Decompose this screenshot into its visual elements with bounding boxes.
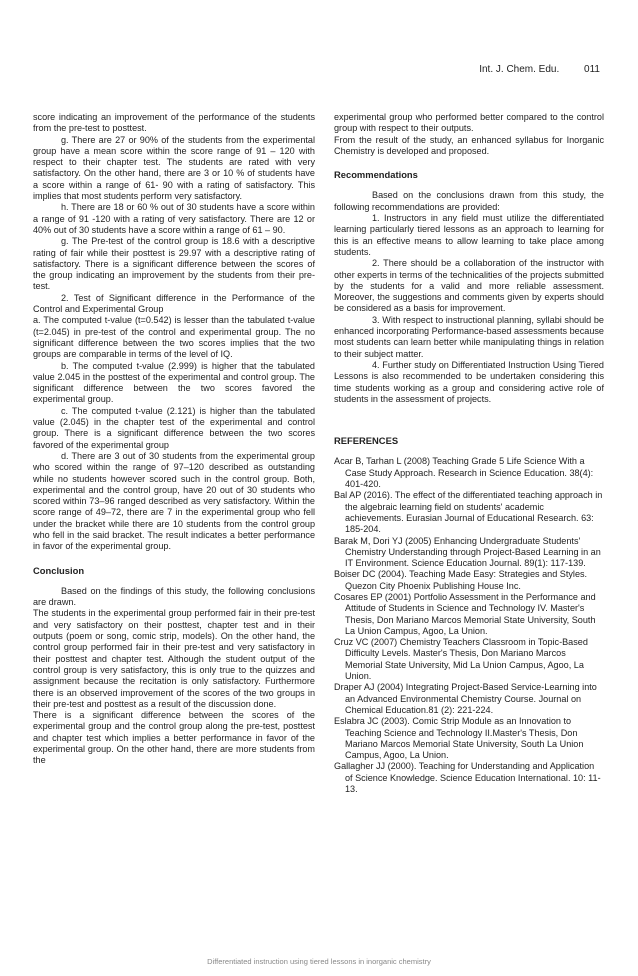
left-column (33, 112, 315, 767)
recommendation-item: 2. There should be a collaboration of the instructor with other experts in terms of the technicalities of the projects submitted by the students for a valid and more reliable assessment. Moreover, the suggestions and comments given by experts should be considered as a basis for improvement. (334, 258, 604, 314)
reference-item: Cruz VC (2007) Chemistry Teachers Classroom in Topic-Based Difficulty Levels. Master's Thesis, Don Mariano Marcos Memorial State University, Mid La Union Campus, Agoo, La Union. (334, 637, 588, 682)
reference-item: Acar B, Tarhan L (2008) Teaching Grade 5 Life Science With a Case Study Approach. Research in Science Education. 38(4): 401-420. (334, 456, 594, 490)
paragraph: b. The computed t-value (2.999) is higher that the tabulated value 2.045 in the posttest of the experimental and control group. The significant difference between the two scores favored the experimental group. (33, 360, 315, 405)
reference-item: Eslabra JC (2003). Comic Strip Module as an Innovation to Teaching Science and Technology II.Master's Thesis, Don Mariano Marcos Memorial State University, South La Union Campus, Agoo, La Union. (334, 716, 584, 761)
running-header (0, 64, 600, 75)
references-heading: REFERENCES (334, 435, 399, 447)
paragraph: experimental group who performed better compared to the control group with respect to their outputs. (334, 112, 604, 134)
paragraph: g. There are 27 or 90% of the students from the experimental group have a mean score within the score range of 91 – 120 with respect to their chapter test. The students are rated with very satisfactory. On the other hand, there are 3 or 10 % of students have a score within a range of 61- 90 with a rating of satisfactory. This implies that most students perform very satisfactory. (33, 134, 315, 202)
paragraph: d. There are 3 out of 30 students from the experimental group who scored within the range of 97–120 described as outstanding while no students however scored such in the control group. Both, experimental and the control group, have 20 out of 30 students who scored within 73–96 ranged described as very satisfactory. Within the score range of 49–72, there are 7 in the experimental group who fell under the bracket while there are 10 students from the control group who fell in the said bracket. The result indicates a better performance in favor of the experimental group. (33, 450, 315, 552)
reference-item: Gallagher JJ (2000). Teaching for Understanding and Application of Science Knowledge. Science Education International. 10: 11-13. (334, 761, 601, 795)
paragraph: g. The Pre-test of the control group is 18.6 with a descriptive rating of fair while their posttest is 29.97 with a descriptive rating of satisfactory. There is a significant difference between the scores of the group indicating an improvement by the students from their pre-test. (33, 236, 315, 292)
journal-name: Int. J. Chem. Edu. (479, 64, 560, 75)
running-footer: Differentiated instruction using tiered lessons in inorganic chemistry (207, 957, 431, 966)
page-number: 011 (584, 64, 600, 75)
paragraph: 2. Test of Significant difference in the Performance of the Control and Experimental Group (33, 292, 315, 315)
recommendation-item: 4. Further study on Differentiated Instruction Using Tiered Lessons is also recommended to be undertaken considering this time students working as a group and considering active role of students in the assessment of projects. (334, 359, 604, 404)
recommendation-item: 1. Instructors in any field must utilize the differentiated learning particularly tiered lessons as an approach to learning for this is an effective means to allow learning to take place among students. (334, 213, 604, 257)
paragraph: a. The computed t-value (t=0.542) is lesser than the tabulated t-value (t=2.045) in pre-test of the control and experimental group. The no significant difference between the two scores implies that the two groups are comparable in terms of the level of IQ. (33, 315, 315, 360)
reference-item: Bal AP (2016). The effect of the differentiated teaching approach in the algebraic learning field on students' academic achievements. Eurasian Journal of Educational Research. 63: 185-204. (334, 490, 603, 535)
paragraph: Based on the findings of this study, the following conclusions are drawn. (33, 585, 315, 608)
paragraph: h. There are 18 or 60 % out of 30 students have a score within a range of 91 -120 with a rating of very satisfactory. There are 12 or 40% out of 30 students have a score within a range of 61 – 90. (33, 202, 315, 235)
reference-item: Cosares EP (2001) Portfolio Assessment in the Performance and Attitude of Students in Science and Technology IV. Master's Thesis, Don Mariano Marcos Memorial State University, South La Union Campus, Agoo, La Union. (334, 591, 596, 636)
reference-item: Boiser DC (2004). Teaching Made Easy: Strategies and Styles. Quezon City Phoenix Publishing House Inc. (334, 569, 588, 591)
reference-item: Barak M, Dori YJ (2005) Enhancing Undergraduate Students' Chemistry Understanding through Project-Based Learning in an IT Environment. Science Education Journal. 89(1): 117-139. (334, 535, 601, 569)
recommendations-heading: Recommendations (334, 169, 418, 181)
paragraph: score indicating an improvement of the performance of the students from the pre-test to posttest. (33, 112, 315, 134)
spacer (334, 405, 604, 423)
paragraph: From the result of the study, an enhanced syllabus for Inorganic Chemistry is developed and proposed. (334, 134, 604, 156)
paragraph: The students in the experimental group performed fair in their pre-test and very satisfactory on their posttest, chapter test and in their outputs (poem or song, comic strip, models). On the other hand, the control group performed fair in their pre-test and very satisfactory in their posttest and chapter test. Although the student output of the control group is very satisfactory, this is only true to the quizzes and assignment because the recitation is only satisfactory. Furthermore there is an observed improvement of the scores of the two groups in their pre-test and posttest as a result of the discussion done. (33, 608, 315, 709)
reference-item: Draper AJ (2004) Integrating Project-Based Service-Learning into an Advanced Environmental Chemistry Course. Journal on Chemical Education.81 (2): 221-224. (334, 682, 597, 715)
recommendation-item: 3. With respect to instructional planning, syllabi should be enhanced incorporating Performance-based assessments because most students can learn better while manipulating things in relation to their subject matter. (334, 314, 604, 359)
paragraph: There is a significant difference between the scores of the experimental group and the control group along the pre-test, posttest and chapter test which implies a better performance in favor of the experimental group. On the other hand, there are more students from the (33, 710, 315, 766)
paragraph: Based on the conclusions drawn from this study, the following recommendations are provided: (334, 190, 604, 212)
paragraph: c. The computed t-value (2.121) is higher than the tabulated value (2.045) in the chapter test of the experimental and control group. There is a significant difference between the two scores favored of the experimental group (33, 405, 315, 450)
right-column (334, 112, 604, 795)
conclusion-heading: Conclusion (33, 564, 85, 576)
